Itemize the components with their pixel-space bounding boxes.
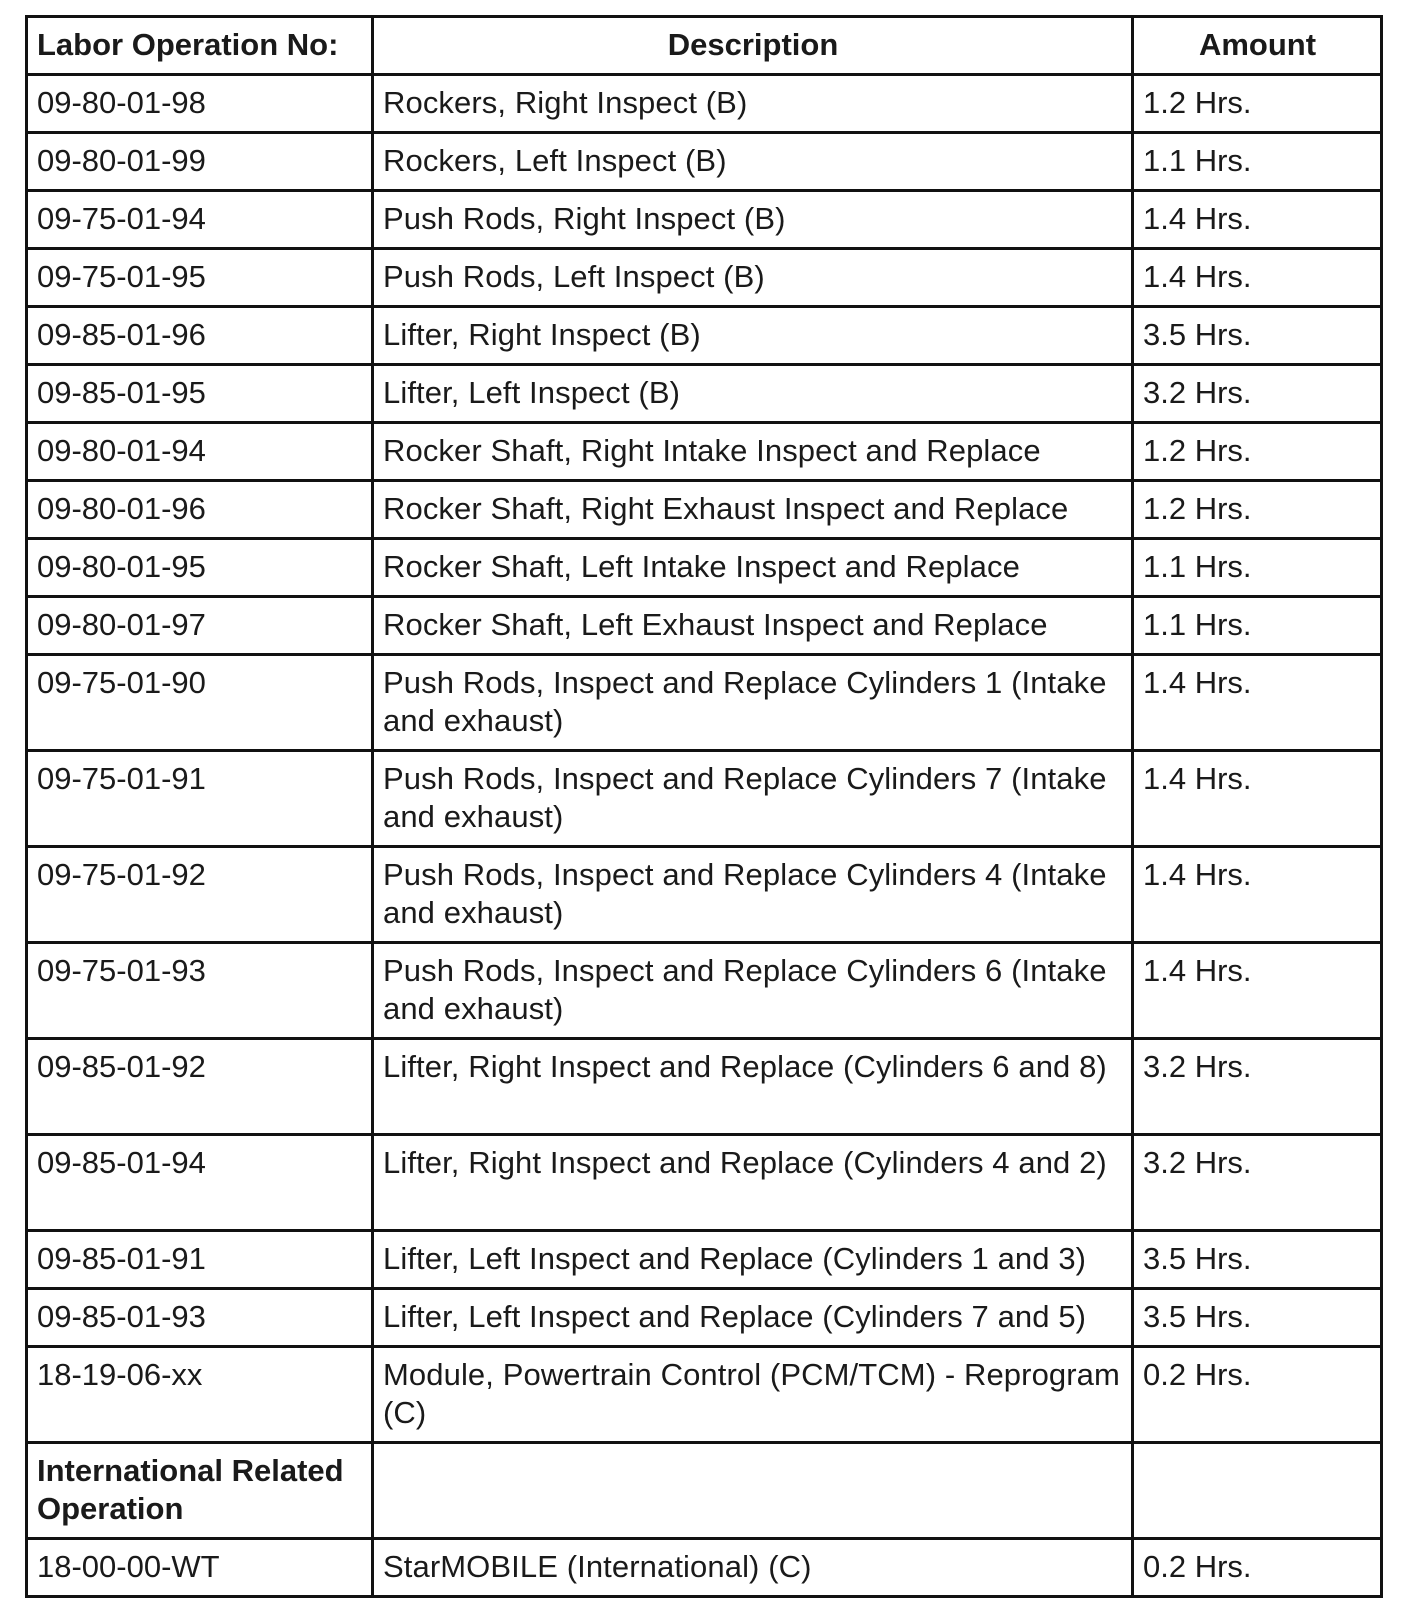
description-cell: Lifter, Left Inspect (B) bbox=[373, 365, 1133, 423]
description-cell: Push Rods, Inspect and Replace Cylinders 7 (Intake and exhaust) bbox=[373, 751, 1133, 847]
amount-cell: 1.4 Hrs. bbox=[1133, 655, 1382, 751]
amount-cell: 1.2 Hrs. bbox=[1133, 481, 1382, 539]
table-row bbox=[27, 75, 1382, 133]
amount-cell: 1.2 Hrs. bbox=[1133, 423, 1382, 481]
amount-cell: 3.2 Hrs. bbox=[1133, 365, 1382, 423]
amount-cell: 1.1 Hrs. bbox=[1133, 539, 1382, 597]
section-heading-international: International Related Operation bbox=[27, 1443, 373, 1539]
amount-cell: 1.1 Hrs. bbox=[1133, 133, 1382, 191]
amount-cell: 1.4 Hrs. bbox=[1133, 943, 1382, 1039]
labor-op-cell: 09-80-01-95 bbox=[27, 539, 373, 597]
table-row bbox=[27, 943, 1382, 1039]
labor-op-cell: 09-85-01-93 bbox=[27, 1289, 373, 1347]
amount-cell: 1.2 Hrs. bbox=[1133, 75, 1382, 133]
labor-op-cell: 09-75-01-93 bbox=[27, 943, 373, 1039]
table-row bbox=[27, 751, 1382, 847]
labor-op-cell: 09-75-01-95 bbox=[27, 249, 373, 307]
description-cell: Push Rods, Left Inspect (B) bbox=[373, 249, 1133, 307]
header-description: Description bbox=[373, 17, 1133, 75]
description-cell: Push Rods, Right Inspect (B) bbox=[373, 191, 1133, 249]
description-cell: Module, Powertrain Control (PCM/TCM) - Reprogram (C) bbox=[373, 1347, 1133, 1443]
amount-cell: 3.2 Hrs. bbox=[1133, 1135, 1382, 1231]
labor-op-cell: 18-19-06-xx bbox=[27, 1347, 373, 1443]
labor-op-cell: 18-00-00-WT bbox=[27, 1539, 373, 1597]
table-row bbox=[27, 1039, 1382, 1135]
labor-operations-table bbox=[25, 15, 1383, 1598]
table-row bbox=[27, 191, 1382, 249]
labor-op-cell: 09-75-01-90 bbox=[27, 655, 373, 751]
table-row bbox=[27, 423, 1382, 481]
table-row bbox=[27, 539, 1382, 597]
labor-op-cell: 09-85-01-96 bbox=[27, 307, 373, 365]
table-row bbox=[27, 249, 1382, 307]
table-row bbox=[27, 1135, 1382, 1231]
description-cell: Rocker Shaft, Right Exhaust Inspect and Replace bbox=[373, 481, 1133, 539]
amount-cell: 3.5 Hrs. bbox=[1133, 1231, 1382, 1289]
description-cell: Lifter, Right Inspect (B) bbox=[373, 307, 1133, 365]
labor-op-cell: 09-80-01-98 bbox=[27, 75, 373, 133]
labor-op-cell: 09-85-01-91 bbox=[27, 1231, 373, 1289]
table-row bbox=[27, 1539, 1382, 1597]
labor-op-cell: 09-75-01-92 bbox=[27, 847, 373, 943]
description-cell: Rocker Shaft, Right Intake Inspect and Replace bbox=[373, 423, 1133, 481]
amount-cell: 1.4 Hrs. bbox=[1133, 249, 1382, 307]
table-row bbox=[27, 1231, 1382, 1289]
description-cell: Push Rods, Inspect and Replace Cylinders 6 (Intake and exhaust) bbox=[373, 943, 1133, 1039]
labor-op-cell: 09-80-01-99 bbox=[27, 133, 373, 191]
description-cell: Lifter, Left Inspect and Replace (Cylinders 1 and 3) bbox=[373, 1231, 1133, 1289]
amount-cell bbox=[1133, 1443, 1382, 1539]
table-row bbox=[27, 365, 1382, 423]
section-header-row bbox=[27, 1443, 1382, 1539]
description-cell: Lifter, Right Inspect and Replace (Cylinders 4 and 2) bbox=[373, 1135, 1133, 1231]
labor-op-cell: 09-85-01-95 bbox=[27, 365, 373, 423]
amount-cell: 3.2 Hrs. bbox=[1133, 1039, 1382, 1135]
amount-cell: 1.4 Hrs. bbox=[1133, 191, 1382, 249]
labor-op-cell: 09-80-01-97 bbox=[27, 597, 373, 655]
table-row bbox=[27, 481, 1382, 539]
amount-cell: 3.5 Hrs. bbox=[1133, 307, 1382, 365]
labor-op-cell: 09-75-01-94 bbox=[27, 191, 373, 249]
header-labor-operation: Labor Operation No: bbox=[27, 17, 373, 75]
labor-op-cell: 09-75-01-91 bbox=[27, 751, 373, 847]
table-row bbox=[27, 847, 1382, 943]
description-cell: Lifter, Left Inspect and Replace (Cylinders 7 and 5) bbox=[373, 1289, 1133, 1347]
description-cell: Push Rods, Inspect and Replace Cylinders 4 (Intake and exhaust) bbox=[373, 847, 1133, 943]
amount-cell: 0.2 Hrs. bbox=[1133, 1539, 1382, 1597]
header-amount: Amount bbox=[1133, 17, 1382, 75]
table-row bbox=[27, 655, 1382, 751]
description-cell: Lifter, Right Inspect and Replace (Cylinders 6 and 8) bbox=[373, 1039, 1133, 1135]
description-cell: Rockers, Left Inspect (B) bbox=[373, 133, 1133, 191]
table-row bbox=[27, 307, 1382, 365]
amount-cell: 1.4 Hrs. bbox=[1133, 751, 1382, 847]
labor-op-cell: 09-85-01-94 bbox=[27, 1135, 373, 1231]
table-row bbox=[27, 1347, 1382, 1443]
table-row bbox=[27, 133, 1382, 191]
table-row bbox=[27, 1289, 1382, 1347]
labor-op-cell: 09-80-01-94 bbox=[27, 423, 373, 481]
table-header-row bbox=[27, 17, 1382, 75]
labor-op-cell: 09-80-01-96 bbox=[27, 481, 373, 539]
amount-cell: 1.1 Hrs. bbox=[1133, 597, 1382, 655]
amount-cell: 0.2 Hrs. bbox=[1133, 1347, 1382, 1443]
labor-op-cell: 09-85-01-92 bbox=[27, 1039, 373, 1135]
table-row bbox=[27, 597, 1382, 655]
description-cell: Rocker Shaft, Left Intake Inspect and Replace bbox=[373, 539, 1133, 597]
description-cell bbox=[373, 1443, 1133, 1539]
description-cell: Rocker Shaft, Left Exhaust Inspect and Replace bbox=[373, 597, 1133, 655]
description-cell: Push Rods, Inspect and Replace Cylinders 1 (Intake and exhaust) bbox=[373, 655, 1133, 751]
amount-cell: 3.5 Hrs. bbox=[1133, 1289, 1382, 1347]
amount-cell: 1.4 Hrs. bbox=[1133, 847, 1382, 943]
description-cell: StarMOBILE (International) (C) bbox=[373, 1539, 1133, 1597]
description-cell: Rockers, Right Inspect (B) bbox=[373, 75, 1133, 133]
